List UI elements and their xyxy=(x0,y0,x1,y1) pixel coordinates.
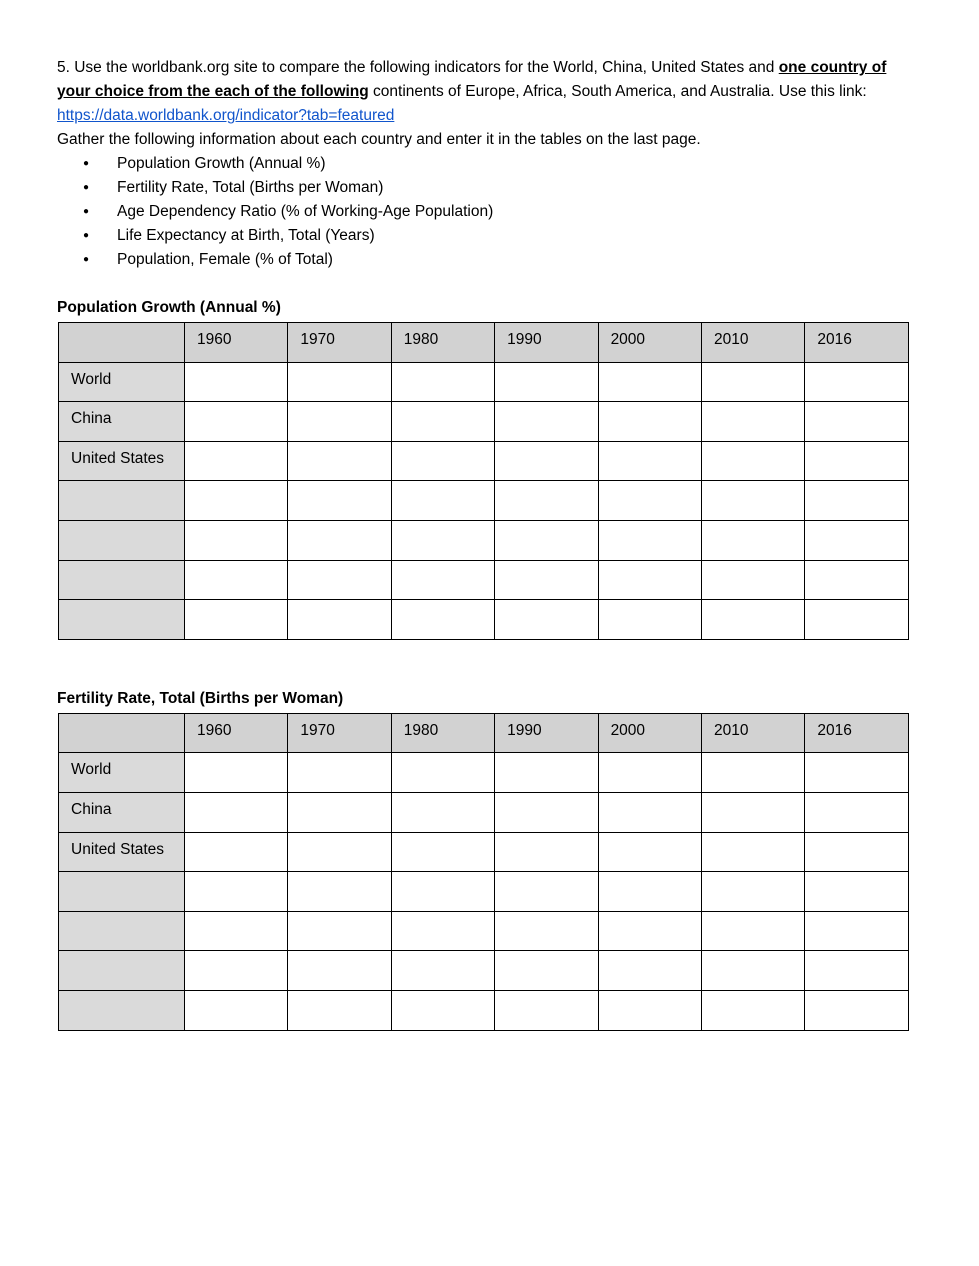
data-cell[interactable] xyxy=(185,402,288,442)
table-row xyxy=(59,911,909,951)
data-cell[interactable] xyxy=(185,990,288,1030)
data-cell[interactable] xyxy=(391,402,494,442)
data-cell[interactable] xyxy=(391,362,494,402)
table-row xyxy=(59,520,909,560)
year-header-cell: 1990 xyxy=(495,713,598,753)
data-cell[interactable] xyxy=(701,832,804,872)
data-cell[interactable] xyxy=(185,911,288,951)
row-label-cell: World xyxy=(59,753,185,793)
data-cell[interactable] xyxy=(288,792,391,832)
data-cell[interactable] xyxy=(805,990,908,1030)
data-cell[interactable] xyxy=(701,872,804,912)
year-header-row xyxy=(59,323,909,363)
list-item-label: Life Expectancy at Birth, Total (Years) xyxy=(117,227,375,244)
data-cell[interactable] xyxy=(701,951,804,991)
data-cell[interactable] xyxy=(495,441,598,481)
data-cell[interactable] xyxy=(288,600,391,640)
table-row xyxy=(59,832,909,872)
data-cell[interactable] xyxy=(805,753,908,793)
year-header-cell: 1990 xyxy=(495,323,598,363)
data-cell[interactable] xyxy=(288,441,391,481)
data-cell[interactable] xyxy=(288,832,391,872)
data-cell[interactable] xyxy=(391,481,494,521)
data-cell[interactable] xyxy=(495,990,598,1030)
year-header-cell: 2016 xyxy=(805,323,908,363)
data-cell[interactable] xyxy=(598,441,701,481)
data-cell[interactable] xyxy=(288,560,391,600)
data-cell[interactable] xyxy=(805,832,908,872)
data-cell[interactable] xyxy=(495,402,598,442)
worldbank-link[interactable]: https://data.worldbank.org/indicator?tab=featured xyxy=(57,107,395,124)
corner-header-cell xyxy=(59,713,185,753)
data-cell[interactable] xyxy=(598,402,701,442)
data-cell[interactable] xyxy=(701,911,804,951)
data-cell[interactable] xyxy=(185,753,288,793)
corner-header-cell xyxy=(59,323,185,363)
data-cell[interactable] xyxy=(805,520,908,560)
data-cell[interactable] xyxy=(495,600,598,640)
year-header-cell: 2010 xyxy=(701,713,804,753)
data-cell[interactable] xyxy=(391,872,494,912)
row-label-cell: World xyxy=(59,362,185,402)
data-cell[interactable] xyxy=(288,753,391,793)
year-header-cell: 1960 xyxy=(185,323,288,363)
table-title-fertility-rate: Fertility Rate, Total (Births per Woman) xyxy=(57,689,344,707)
data-cell[interactable] xyxy=(185,792,288,832)
table-row xyxy=(59,951,909,991)
year-header-cell: 1980 xyxy=(391,323,494,363)
data-cell[interactable] xyxy=(805,402,908,442)
data-cell[interactable] xyxy=(391,600,494,640)
data-cell[interactable] xyxy=(185,560,288,600)
data-cell[interactable] xyxy=(288,872,391,912)
population-growth-table xyxy=(58,322,909,640)
list-item xyxy=(57,152,907,176)
data-cell[interactable] xyxy=(185,600,288,640)
row-label-cell xyxy=(59,481,185,521)
data-cell[interactable] xyxy=(805,481,908,521)
data-cell[interactable] xyxy=(805,362,908,402)
data-cell[interactable] xyxy=(805,600,908,640)
year-header-cell: 2010 xyxy=(701,323,804,363)
data-cell[interactable] xyxy=(391,792,494,832)
list-item-label: Fertility Rate, Total (Births per Woman) xyxy=(117,179,384,196)
row-label-cell xyxy=(59,872,185,912)
intro-text-before: 5. Use the worldbank.org site to compare the following indicators for the World, China, United States and xyxy=(57,59,779,76)
data-cell[interactable] xyxy=(701,520,804,560)
data-cell[interactable] xyxy=(185,520,288,560)
table-row xyxy=(59,402,909,442)
data-cell[interactable] xyxy=(185,872,288,912)
data-cell[interactable] xyxy=(805,560,908,600)
data-cell[interactable] xyxy=(598,362,701,402)
data-cell[interactable] xyxy=(288,520,391,560)
data-cell[interactable] xyxy=(495,560,598,600)
year-header-cell: 2000 xyxy=(598,323,701,363)
data-cell[interactable] xyxy=(598,520,701,560)
data-cell[interactable] xyxy=(598,951,701,991)
data-cell[interactable] xyxy=(701,362,804,402)
bullet-icon: ● xyxy=(83,182,90,193)
bullet-icon: ● xyxy=(83,254,90,265)
data-cell[interactable] xyxy=(391,441,494,481)
data-cell[interactable] xyxy=(391,832,494,872)
data-cell[interactable] xyxy=(185,481,288,521)
row-label-cell: China xyxy=(59,792,185,832)
intro-paragraph xyxy=(57,56,907,128)
data-cell[interactable] xyxy=(185,832,288,872)
year-header-cell: 1980 xyxy=(391,713,494,753)
bullet-icon: ● xyxy=(83,158,90,169)
list-item-label: Population Growth (Annual %) xyxy=(117,155,326,172)
year-header-cell: 2000 xyxy=(598,713,701,753)
table-row xyxy=(59,441,909,481)
data-cell[interactable] xyxy=(288,402,391,442)
row-label-cell xyxy=(59,990,185,1030)
data-cell[interactable] xyxy=(805,911,908,951)
data-cell[interactable] xyxy=(701,600,804,640)
data-cell[interactable] xyxy=(598,872,701,912)
data-cell[interactable] xyxy=(805,441,908,481)
data-cell[interactable] xyxy=(495,911,598,951)
data-cell[interactable] xyxy=(495,792,598,832)
list-item xyxy=(57,248,907,272)
data-cell[interactable] xyxy=(701,560,804,600)
data-cell[interactable] xyxy=(495,832,598,872)
data-cell[interactable] xyxy=(701,990,804,1030)
data-cell[interactable] xyxy=(288,911,391,951)
data-cell[interactable] xyxy=(701,792,804,832)
list-item xyxy=(57,200,907,224)
year-header-cell: 1970 xyxy=(288,713,391,753)
data-cell[interactable] xyxy=(185,951,288,991)
data-cell[interactable] xyxy=(598,990,701,1030)
table-row xyxy=(59,753,909,793)
data-cell[interactable] xyxy=(495,520,598,560)
data-cell[interactable] xyxy=(701,402,804,442)
data-cell[interactable] xyxy=(495,872,598,912)
year-header-cell: 1970 xyxy=(288,323,391,363)
year-header-cell: 2016 xyxy=(805,713,908,753)
data-cell[interactable] xyxy=(495,951,598,991)
list-item-label: Age Dependency Ratio (% of Working-Age Population) xyxy=(117,203,494,220)
table-row xyxy=(59,560,909,600)
data-cell[interactable] xyxy=(495,362,598,402)
data-cell[interactable] xyxy=(288,990,391,1030)
data-cell[interactable] xyxy=(391,753,494,793)
data-cell[interactable] xyxy=(495,481,598,521)
data-cell[interactable] xyxy=(391,911,494,951)
table-row xyxy=(59,600,909,640)
data-cell[interactable] xyxy=(288,951,391,991)
data-cell[interactable] xyxy=(805,951,908,991)
row-label-cell: United States xyxy=(59,441,185,481)
indicator-list xyxy=(57,152,907,272)
row-label-cell xyxy=(59,911,185,951)
data-cell[interactable] xyxy=(288,481,391,521)
data-cell[interactable] xyxy=(598,832,701,872)
table-row xyxy=(59,362,909,402)
data-cell[interactable] xyxy=(391,951,494,991)
data-cell[interactable] xyxy=(185,362,288,402)
row-label-cell xyxy=(59,520,185,560)
data-cell[interactable] xyxy=(805,872,908,912)
data-cell[interactable] xyxy=(701,441,804,481)
data-cell[interactable] xyxy=(185,441,288,481)
table-row xyxy=(59,990,909,1030)
data-cell[interactable] xyxy=(701,481,804,521)
data-cell[interactable] xyxy=(805,792,908,832)
year-header-cell: 1960 xyxy=(185,713,288,753)
table-row xyxy=(59,872,909,912)
list-item xyxy=(57,176,907,200)
data-cell[interactable] xyxy=(391,520,494,560)
bullet-icon: ● xyxy=(83,230,90,241)
data-cell[interactable] xyxy=(598,753,701,793)
list-item-label: Population, Female (% of Total) xyxy=(117,251,333,268)
row-label-cell xyxy=(59,600,185,640)
fertility-rate-table xyxy=(58,713,909,1031)
row-label-cell: China xyxy=(59,402,185,442)
bullet-icon: ● xyxy=(83,206,90,217)
data-cell[interactable] xyxy=(598,600,701,640)
year-header-row xyxy=(59,713,909,753)
table-row xyxy=(59,792,909,832)
table-title-population-growth: Population Growth (Annual %) xyxy=(57,299,281,316)
data-cell[interactable] xyxy=(391,990,494,1030)
row-label-cell xyxy=(59,951,185,991)
data-cell[interactable] xyxy=(598,911,701,951)
data-cell[interactable] xyxy=(391,560,494,600)
list-item xyxy=(57,224,907,248)
data-cell[interactable] xyxy=(495,753,598,793)
bold-underline-phrase: one country of your choice from the each of the following xyxy=(57,59,887,100)
gather-instruction: Gather the following information about each country and enter it in the tables on the last page. xyxy=(57,131,701,148)
row-label-cell xyxy=(59,560,185,600)
document-content xyxy=(57,56,907,1031)
data-cell[interactable] xyxy=(701,753,804,793)
intro-text-after: continents of Europe, Africa, South America, and Australia. Use this link: xyxy=(368,83,867,100)
data-cell[interactable] xyxy=(288,362,391,402)
row-label-cell: United States xyxy=(59,832,185,872)
data-cell[interactable] xyxy=(598,560,701,600)
data-cell[interactable] xyxy=(598,792,701,832)
data-cell[interactable] xyxy=(598,481,701,521)
table-row xyxy=(59,481,909,521)
